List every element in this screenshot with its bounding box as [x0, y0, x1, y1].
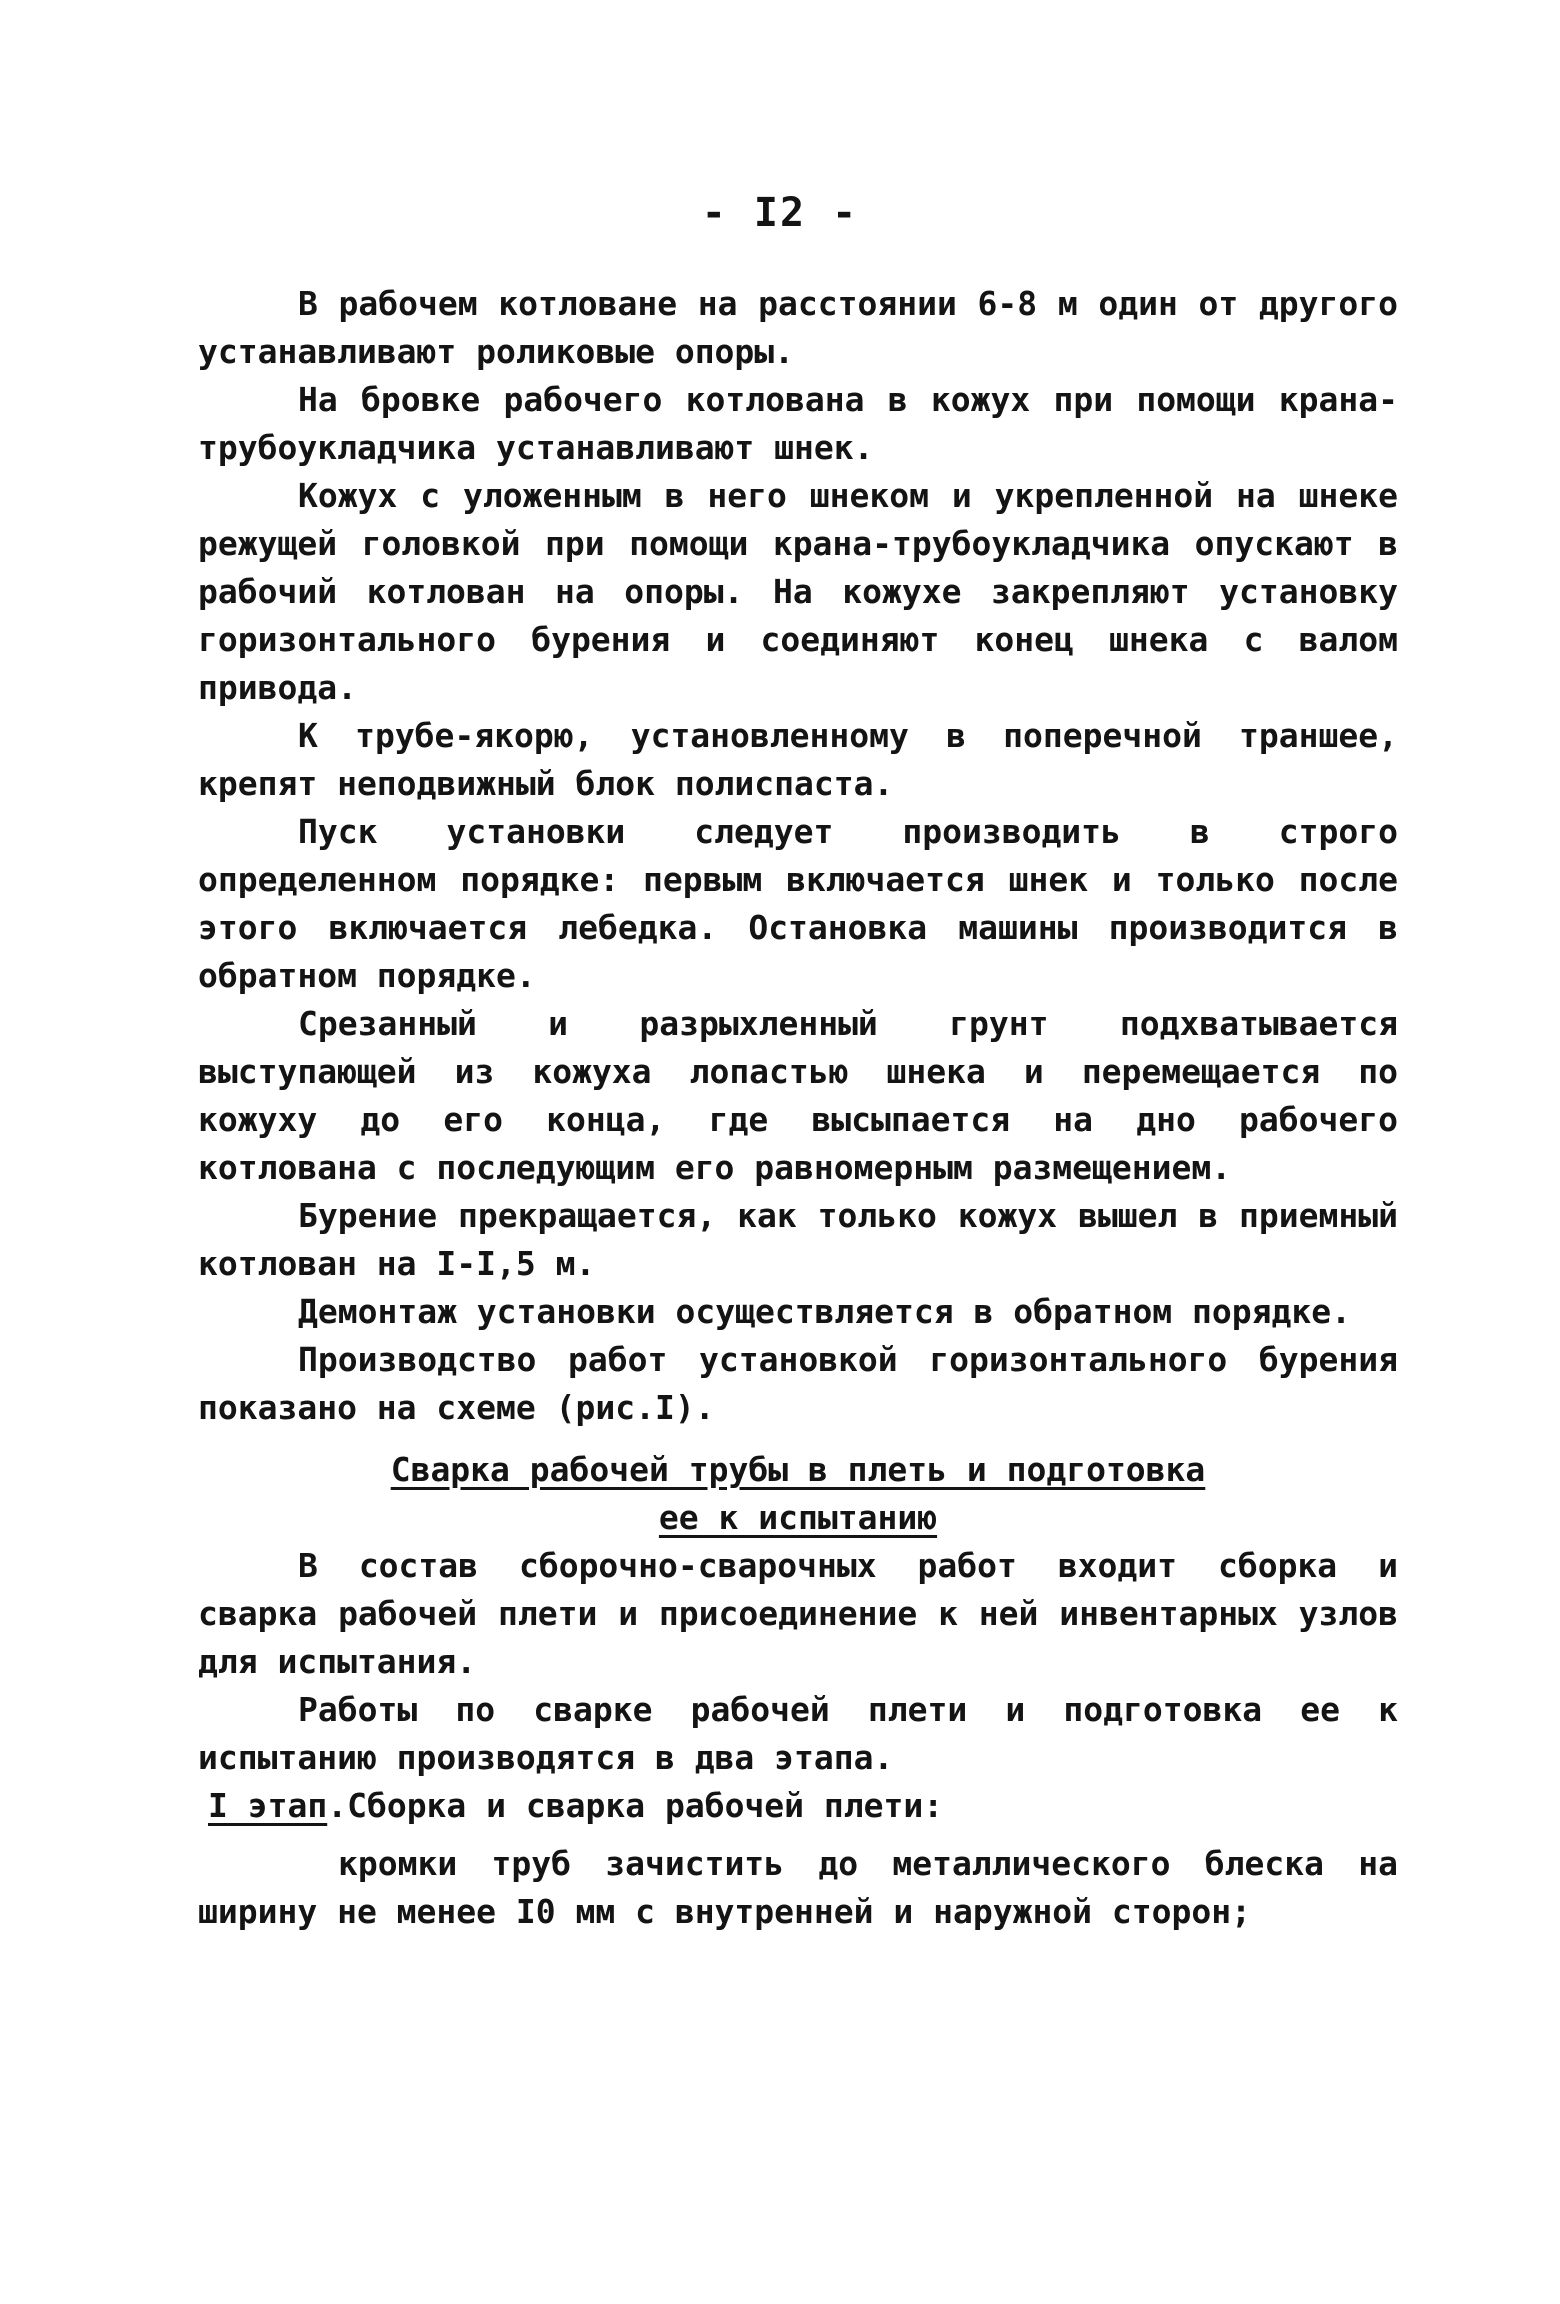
paragraph: Демонтаж установки осуществляется в обратном порядке.: [298, 1292, 1351, 1331]
paragraph: Работы по сварке рабочей плети и подготовка ее к испытанию производятся в два этапа.: [198, 1690, 1398, 1777]
section-heading-line-2: ее к испытанию: [658, 1498, 938, 1537]
stage-label: I этап: [208, 1786, 328, 1825]
paragraph: В состав сборочно-сварочных работ входит сборка и сварка рабочей плети и присоединение к ней инвентарных узлов для испытания.: [198, 1546, 1398, 1681]
paragraph: Бурение прекращается, как только кожух вышел в приемный котлован на I-I,5 м.: [198, 1196, 1398, 1283]
paragraph: Производство работ установкой горизонтального бурения показано на схеме (рис.I).: [198, 1340, 1398, 1427]
section-heading: [198, 1446, 1398, 1542]
paragraph: К трубе-якорю, установленному в поперечной траншее, крепят неподвижный блок полиспаста.: [198, 716, 1398, 803]
paragraph: В рабочем котловане на расстоянии 6-8 м один от другого устанавливают роликовые опоры.: [198, 284, 1398, 371]
stage-text: .Сборка и сварка рабочей плети:: [327, 1786, 944, 1825]
page-number: - I2 -: [701, 190, 859, 236]
paragraph: Срезанный и разрыхленный грунт подхватывается выступающей из кожуха лопастью шнека и перемещается по кожуху до его конца, где высыпается на дно рабочего котлована с последующим его равномерным размещением.: [198, 1004, 1398, 1187]
list-item: кромки труб зачистить до металлического блеска на ширину не менее I0 мм с внутренней и наружной сторон;: [198, 1844, 1398, 1931]
paragraph: На бровке рабочего котлована в кожух при помощи крана-трубоукладчика устанавливают шнек.: [198, 380, 1398, 467]
document-body: [198, 280, 1398, 1936]
paragraph: Кожух с уложенным в него шнеком и укрепленной на шнеке режущей головкой при помощи крана-трубоукладчика опускают в рабочий котлован на опоры. На кожухе закрепляют установку горизонтального бурения и соединяют конец шнека с валом привода.: [198, 476, 1398, 707]
section-heading-line-1: Сварка рабочей трубы в плеть и подготовка: [390, 1450, 1206, 1489]
stage-line: [198, 1782, 1398, 1830]
paragraph: Пуск установки следует производить в строго определенном порядке: первым включается шнек и только после этого включается лебедка. Остановка машины производится в обратном порядке.: [198, 812, 1398, 995]
